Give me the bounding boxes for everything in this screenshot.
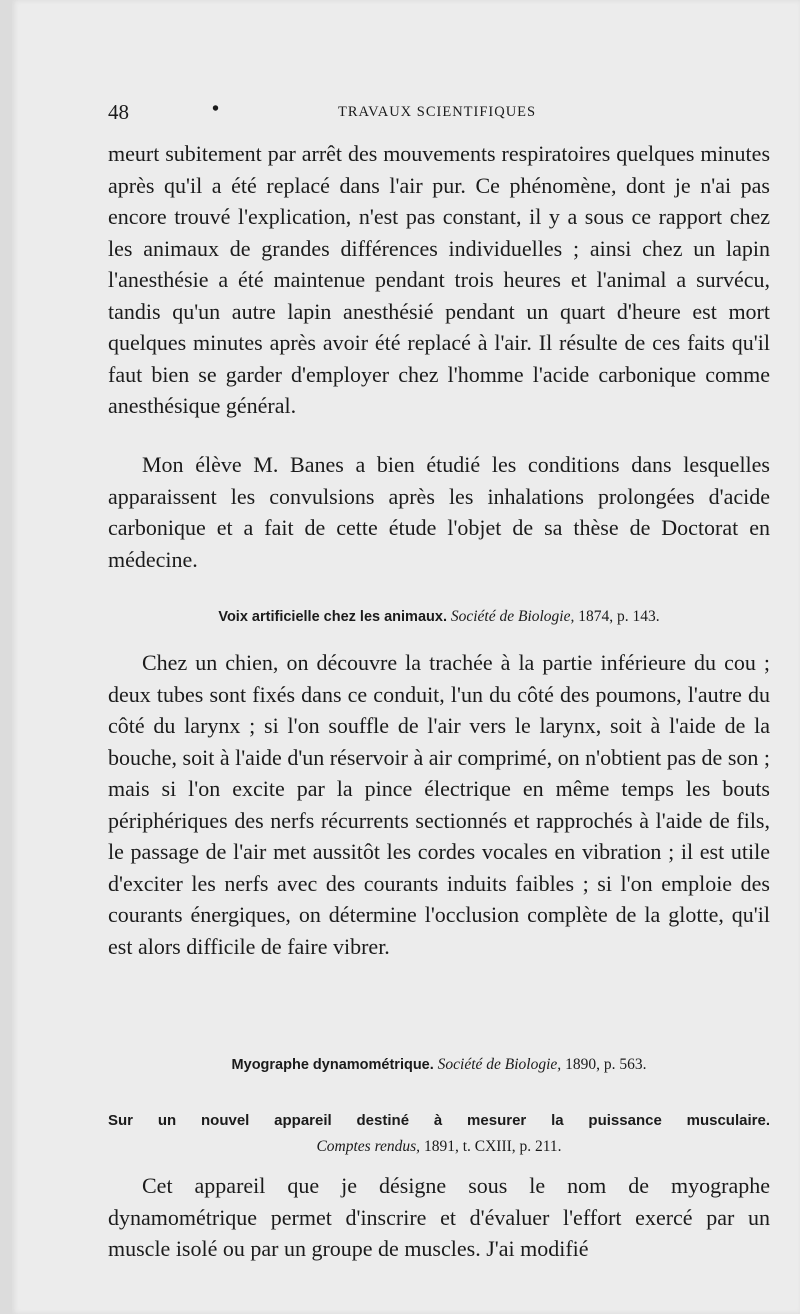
page-number: 48 xyxy=(108,100,129,124)
reference-journal: Société de Biologie, xyxy=(437,1056,562,1073)
reference-year-page: 1891, t. CXIII, p. 211. xyxy=(423,1138,562,1155)
header-dot: • xyxy=(212,98,220,120)
reference-year-page: 1874, p. 143. xyxy=(578,608,660,625)
reference-journal: Comptes rendus, xyxy=(316,1138,421,1155)
paragraph-continuation: meurt subitement par arrêt des mouvements respiratoires quelques minutes après qu'il a été replacé dans l'air pur. Ce phénomène, dont je n'ai pas encore trouvé l'explication, n'est pas constant, il y a sous ce rapport chez les animaux de grandes différences individuelles ; ainsi chez un lapin l'anesthésie a été maintenue pendant trois heures et l'animal a survécu, tandis qu'un autre lapin anesthésié pendant un quart d'heure est mort quelques minutes après avoir été replacé à l'air. Il résulte de ces faits qu'il faut bien se garder d'employer chez l'homme l'acide carbonique comme anesthésique général. xyxy=(108,141,770,418)
page-header xyxy=(108,100,768,130)
paragraph-banes: Mon élève M. Banes a bien étudié les conditions dans lesquelles apparaissent les convulsions après les inhalations prolongées d'acide carbonique et a fait de cette étude l'objet de sa thèse de Doctorat en médecine. xyxy=(108,452,770,572)
reference-appareil-title: Sur un nouvel appareil destiné à mesurer la puissance musculaire. xyxy=(108,1112,770,1129)
paragraph-voix-artificielle: Chez un chien, on découvre la trachée à la partie inférieure du cou ; deux tubes sont fixés dans ce conduit, l'un du côté des poumons, l'autre du côté du larynx ; si l'on souffle de l'air vers le larynx, soit à l'aide de la bouche, soit à l'aide d'un réservoir à air comprimé, on n'obtient pas de son ; mais si l'on excite par la pince électrique en même temps les bouts périphériques des nerfs récurrents sectionnés et rapprochés à l'aide de fils, le passage de l'air met aussitôt les cordes vocales en vibration ; il est utile d'exciter les nerfs avec des courants induits faibles ; si l'on emploie des courants énergiques, on détermine l'occlusion complète de la glotte, qu'il est alors difficile de faire vibrer. xyxy=(108,650,770,959)
reference-appareil-source xyxy=(108,1138,770,1156)
page xyxy=(12,0,800,1314)
reference-journal: Société de Biologie, xyxy=(450,608,575,625)
reference-myographe xyxy=(108,1056,770,1074)
paragraph-myographe: Cet appareil que je désigne sous le nom de myographe dynamométrique permet d'inscrire et d'évaluer l'effort exercé par un muscle isolé ou par un groupe de muscles. J'ai modifié xyxy=(108,1173,770,1261)
reference-year-page: 1890, p. 563. xyxy=(565,1056,647,1073)
running-title: TRAVAUX SCIENTIFIQUES xyxy=(338,104,537,120)
reference-title: Voix artificielle chez les animaux. xyxy=(218,609,447,625)
reference-title: Myographe dynamométrique. xyxy=(231,1057,434,1073)
reference-voix-artificielle xyxy=(108,608,770,626)
